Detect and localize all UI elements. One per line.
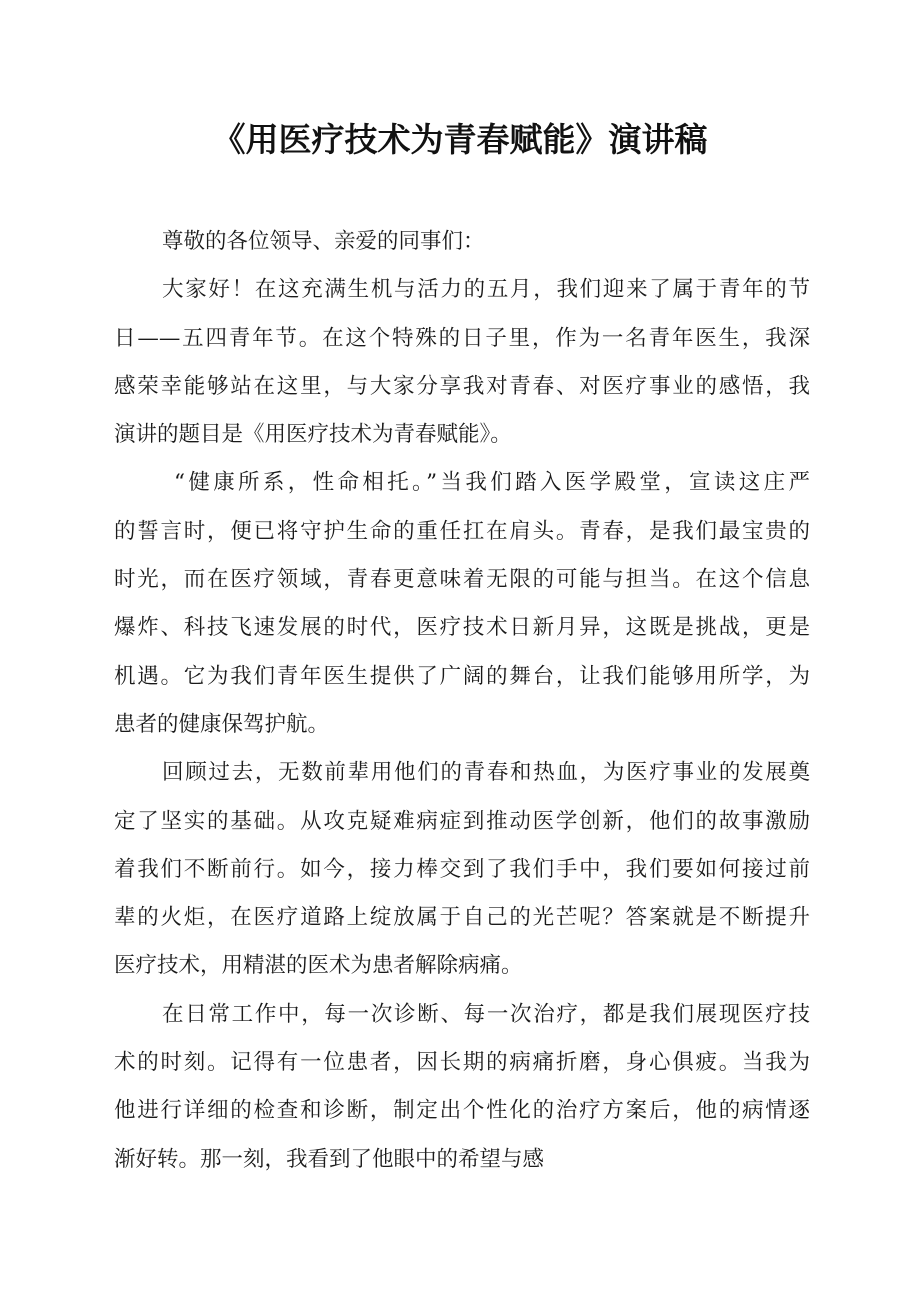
paragraph-line: 时光，而在医疗领域，青春更意味着无限的可能与担当。在这个信息 (114, 567, 810, 593)
paragraph-line: 定了坚实的基础。从攻克疑难病症到推动医学创新，他们的故事激励 (114, 808, 810, 834)
paragraph-line: 的誓言时，便已将守护生命的重任扛在肩头。青春，是我们最宝贵的 (114, 518, 810, 544)
page-title: 《用医疗技术为青春赋能》演讲稿 (212, 120, 708, 159)
paragraph-line: 回顾过去，无数前辈用他们的青春和热血，为医疗事业的发展奠 (162, 760, 810, 786)
paragraph-line: 感荣幸能够站在这里，与大家分享我对青春、对医疗事业的感悟，我 (114, 373, 810, 399)
paragraph-line: 患者的健康保驾护航。 (114, 711, 330, 737)
paragraph-line: 着我们不断前行。如今，接力棒交到了我们手中，我们要如何接过前 (114, 856, 810, 882)
paragraph-4 (114, 991, 810, 1184)
paragraph-line: 他进行详细的检查和诊断，制定出个性化的治疗方案后，他的病情逐 (114, 1098, 810, 1124)
paragraph-line: 大家好！在这充满生机与活力的五月，我们迎来了属于青年的节 (162, 277, 810, 303)
speech-body (114, 218, 810, 1184)
paragraph-line: 日——五四青年节。在这个特殊的日子里，作为一名青年医生，我深 (114, 325, 810, 351)
paragraph-line: 演讲的题目是《用医疗技术为青春赋能》。 (114, 422, 512, 448)
paragraph-line: 医疗技术，用精湛的医术为患者解除病痛。 (114, 953, 523, 979)
paragraph-line: 渐好转。那一刻，我看到了他眼中的希望与感 (114, 1146, 545, 1172)
paragraph-line: 在日常工作中，每一次诊断、每一次治疗，都是我们展现医疗技 (162, 1001, 810, 1027)
paragraph-line: 术的时刻。记得有一位患者，因长期的病痛折磨，身心俱疲。当我为 (114, 1050, 810, 1076)
paragraph-line: 爆炸、科技飞速发展的时代，医疗技术日新月异，这既是挑战，更是 (114, 615, 810, 641)
paragraph-2 (114, 459, 810, 749)
paragraph-line: “健康所系，性命相托。”当我们踏入医学殿堂，宣读这庄严 (174, 470, 810, 496)
paragraph-line: 机遇。它为我们青年医生提供了广阔的舞台，让我们能够用所学，为 (114, 663, 810, 689)
paragraph-3 (114, 749, 810, 990)
salutation: 尊敬的各位领导、亲爱的同事们： (162, 229, 485, 254)
paragraph-1 (114, 266, 810, 459)
paragraph-line: 辈的火炬，在医疗道路上绽放属于自己的光芒呢？答案就是不断提升 (114, 905, 810, 931)
